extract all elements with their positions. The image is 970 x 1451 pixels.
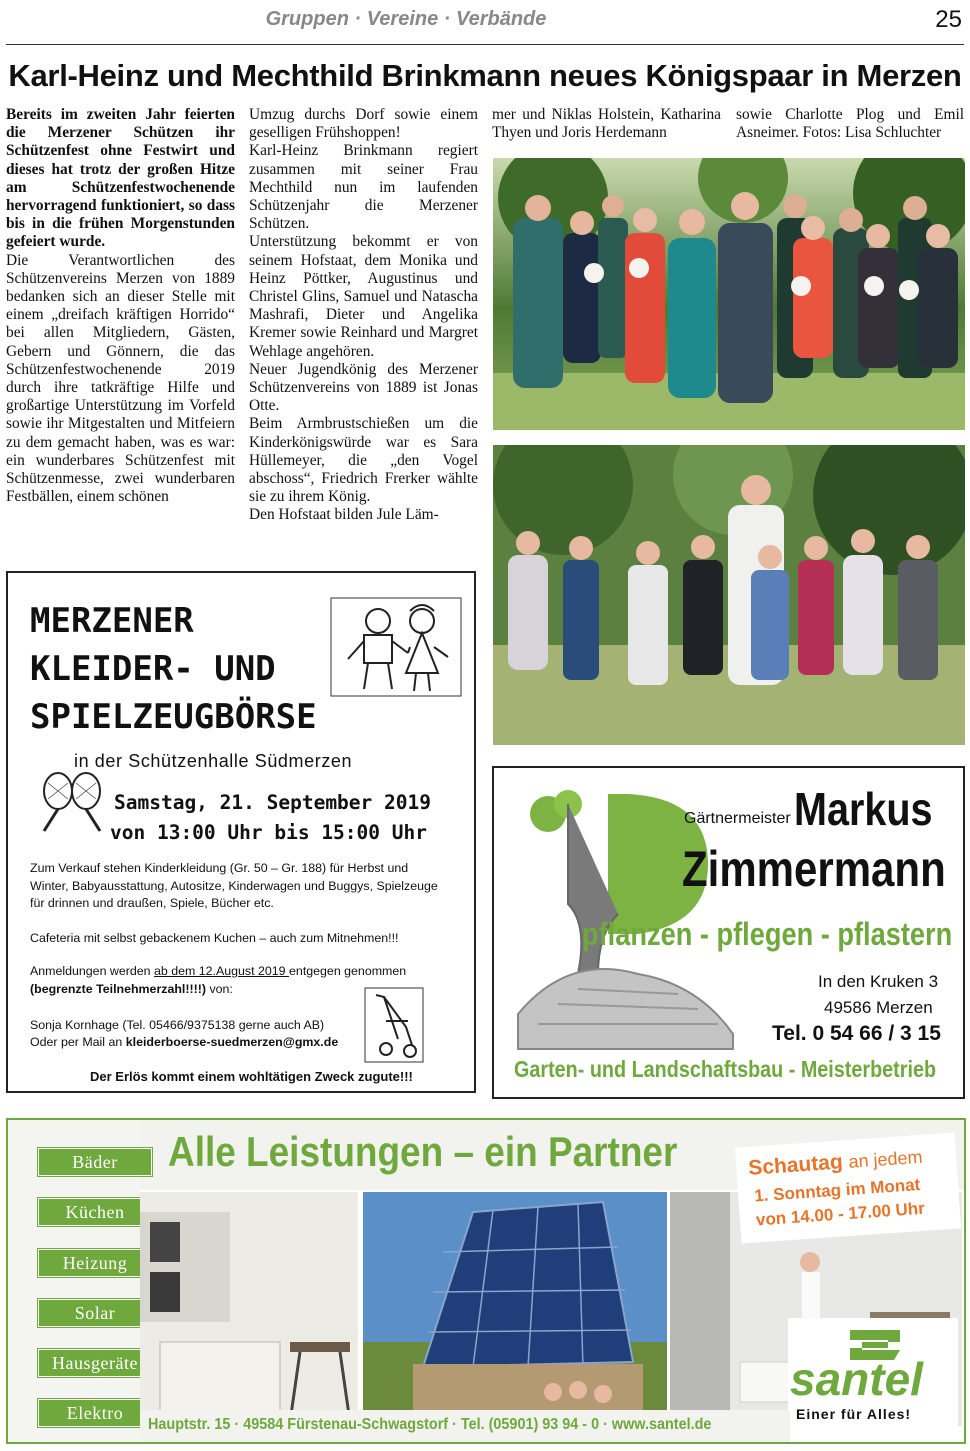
article-headline: Karl-Heinz und Mechthild Brinkmann neues Königspaar in Merzen — [8, 58, 962, 93]
ad-santel — [6, 1118, 966, 1444]
zimmermann-city: 49586 Merzen — [824, 998, 933, 1017]
santel-logo-text: santel — [790, 1353, 923, 1405]
zimmermann-slogan: pflanzen - pflegen - pflastern — [582, 916, 953, 952]
header-rule — [6, 44, 964, 45]
santel-nav-solar[interactable]: Solar — [38, 1299, 152, 1327]
ad-time: von 13:00 Uhr bis 15:00 Uhr — [110, 821, 427, 844]
santel-schautag-badge — [735, 1132, 961, 1243]
ad-registration-pre: Anmeldungen werden — [30, 964, 154, 978]
ad-registration-post: entgegen genommen — [289, 964, 407, 978]
badminton-rackets-icon — [34, 769, 110, 835]
section-title: Gruppen · Vereine · Verbände — [265, 8, 547, 30]
article-paragraph: Unterstützung bekommt er von seinem Hofstaat, dem Monika und Heinz Pöttker, Augustinus und Christel Glins, Samuel und Natascha Mashrafi, Dieter und Angelika Kremer sowie Reinhard und Margret Wehlage angehören. — [249, 233, 478, 360]
badge-sonntag: 1. Sonntag im Monat — [753, 1174, 921, 1206]
badge-uhrzeit: von 14.00 - 17.00 Uhr — [755, 1198, 926, 1230]
ad-proceeds: Der Erlös kommt einem wohltätigen Zweck zugute!!! — [90, 1069, 413, 1084]
badge-schautag: Schautag — [747, 1150, 844, 1180]
santel-headline: Alle Leistungen – ein Partner — [168, 1128, 678, 1175]
santel-nav-elektro[interactable]: Elektro — [38, 1399, 152, 1427]
zimmermann-name-last: Zimmermann — [682, 841, 946, 897]
article-paragraph: Beim Armbrustschießen um die Kinderkönigswürde war es Sara Hüllemeyer, die „den Vogel abschoss“, Friedrich Frerker wählte sie zu ihrem König. — [249, 415, 478, 506]
article-column-4: sowie Charlotte Plog und Emil Asneimer. Fotos: Lisa Schluchter — [736, 106, 964, 142]
ad-contact-mail — [30, 1035, 338, 1049]
zimmermann-title-prefix: Gärtnermeister — [684, 810, 791, 827]
santel-nav-hausgeraete[interactable]: Hausgeräte — [38, 1349, 152, 1377]
santel-logo — [788, 1318, 958, 1428]
children-drawing-icon — [330, 597, 462, 697]
santel-nav-heizung[interactable]: Heizung — [38, 1249, 152, 1277]
article-paragraph: Den Hofstaat bilden Jule Läm- — [249, 506, 439, 524]
ad-date: Samstag, 21. September 2019 — [114, 791, 431, 814]
photo-koenigspaar-image — [493, 158, 965, 430]
page-number: 25 — [935, 6, 962, 33]
article-column-3: mer und Niklas Holstein, Katharina Thyen und Joris Herdemann — [492, 106, 721, 142]
zimmermann-street: In den Kruken 3 — [818, 972, 939, 991]
photo-koenigspaar — [493, 158, 965, 430]
badge-line — [748, 1145, 924, 1181]
zimmermann-name-first: Markus — [794, 783, 933, 835]
article-paragraph: Umzug durchs Dorf sowie einem geselligen Frühshoppen! — [249, 106, 478, 142]
ad-registration-limit: (begrenzte Teilnehmerzahl!!!!) — [30, 981, 207, 996]
ad-venue: in der Schützenhalle Südmerzen — [74, 751, 353, 771]
santel-nav-kuechen[interactable]: Küchen — [38, 1198, 152, 1226]
ad-zimmermann — [492, 766, 965, 1099]
ad-title-line: SPIELZEUGBÖRSE — [30, 697, 317, 737]
article-paragraph: Die Verantwortlichen des Schützenvereins Merzen von 1889 bedanken sich an dieser Stelle mit einem „dreifach kräftigen Horrido“ bei allen Mitgliedern, Gästen, Gebern und Gönnern, die das Schützenfestwochenende 2019 durch ihre tatkräftige Hilfe und großartige Unterstützung im Vorfeld sowie ihr Mitgestalten und Mitfeiern zu dem gemacht haben, was es war: ein wunderbares Schützenfest mit Schützenmesse, zwei wunderbaren Festbällen, einem schönen — [6, 251, 235, 506]
ad-contact-phone: Sonja Kornhage (Tel. 05466/9375138 gerne auch AB) — [30, 1018, 325, 1032]
ad-cafeteria-text: Cafeteria mit selbst gebackenem Kuchen – auch zum Mitnehmen!!! — [30, 931, 399, 945]
ad-title-line: KLEIDER- UND — [30, 649, 276, 689]
ad-kleiderboerse — [6, 571, 476, 1093]
ad-title-line: MERZENER — [30, 601, 194, 641]
article-column-1 — [6, 106, 235, 506]
ad-sale-text: Zum Verkauf stehen Kinderkleidung (Gr. 50 – Gr. 188) für Herbst und Winter, Babyausstattung, Autositze, Kinderwagen und Buggys, Spielzeuge für drinnen und draußen, Spiele, Bücher etc. — [30, 861, 438, 910]
article-paragraph: Karl-Heinz Brinkmann regiert zusammen mit seiner Frau Mechthild nun im laufenden Schützenjahr die Merzener Schützen. — [249, 142, 478, 233]
article-paragraph: Neuer Jugendkönig des Merzener Schützenvereins von 1889 ist Jonas Otte. — [249, 360, 478, 415]
ad-registration-date: ab dem 12.August 2019 — [154, 964, 290, 978]
article-lead: Bereits im zweiten Jahr feierten die Merzener Schützen ihr Schützenfest ohne Festwirt und dieses hat trotz der großen Hitze am Schützenfestwochenende hervorragend funktioniert, so dass bis in die frühen Morgenstunden gefeiert wurde. — [6, 106, 235, 251]
ad-contact-mail-pre: Oder per Mail an — [30, 1035, 126, 1049]
ad-contact-email[interactable]: kleiderboerse-suedmerzen@gmx.de — [125, 1035, 339, 1049]
santel-address: Hauptstr. 15 · 49584 Fürstenau-Schwagstorf · Tel. (05901) 93 94 - 0 · www.santel.de — [148, 1416, 712, 1433]
santel-tagline: Einer für Alles! — [796, 1406, 912, 1422]
santel-kitchen-image — [140, 1192, 358, 1426]
zimmermann-footer: Garten- und Landschaftsbau - Meisterbetrieb — [514, 1056, 937, 1082]
zimmermann-phone: Tel. 0 54 66 / 3 15 — [772, 1022, 941, 1045]
santel-solar-house-image — [363, 1192, 667, 1426]
badge-an-jedem: an jedem — [847, 1146, 924, 1172]
buggy-icon — [364, 987, 424, 1063]
photo-kinderkoenig-image — [493, 445, 965, 745]
photo-kinderkoenig — [493, 445, 965, 745]
ad-registration-von: von: — [206, 981, 233, 996]
article-column-2 — [249, 106, 478, 525]
santel-nav-baeder[interactable]: Bäder — [38, 1148, 152, 1176]
